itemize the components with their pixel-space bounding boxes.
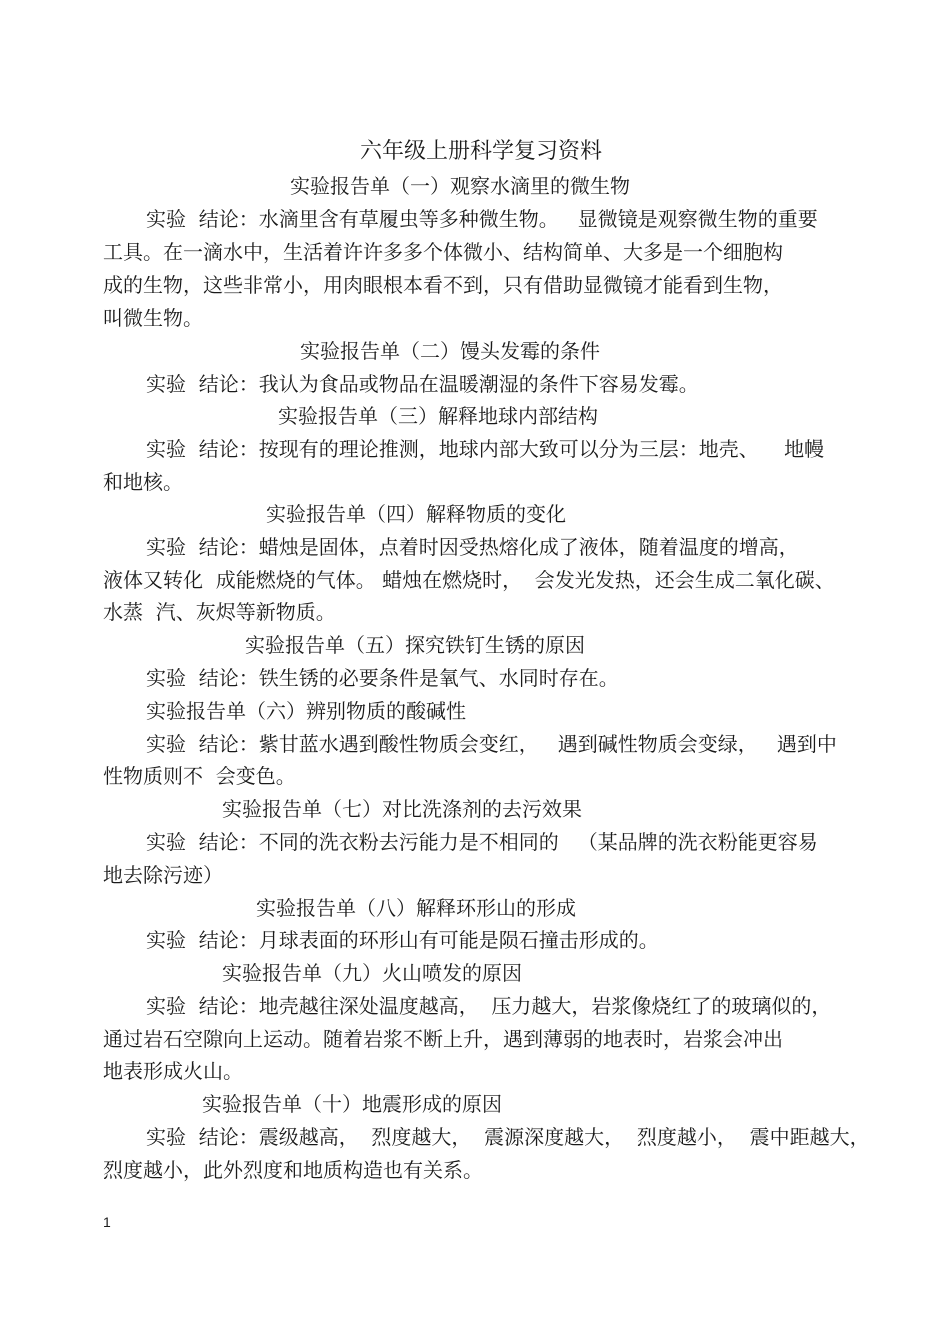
section-heading-10: 实验报告单（十）地震形成的原因 bbox=[202, 1092, 502, 1116]
conclusion-line: 实验 结论：我认为食品或物品在温暖潮湿的条件下容易发霉。 bbox=[146, 372, 699, 396]
body-line: 叫微生物。 bbox=[103, 306, 203, 330]
section-heading-5: 实验报告单（五）探究铁钉生锈的原因 bbox=[245, 633, 585, 657]
body-line: 工具。在一滴水中，生活着许许多多个体微小、结构简单、大多是一个细胞构 bbox=[103, 240, 783, 264]
conclusion-line: 实验 结论：水滴里含有草履虫等多种微生物。 显微镜是观察微生物的重要 bbox=[146, 207, 818, 231]
page-number: 1 bbox=[103, 1214, 111, 1230]
body-line: 通过岩石空隙向上运动。随着岩浆不断上升，遇到薄弱的地表时，岩浆会冲出 bbox=[103, 1027, 783, 1051]
conclusion-line: 实验 结论：蜡烛是固体，点着时因受热熔化成了液体，随着温度的增高， bbox=[146, 535, 799, 559]
conclusion-line: 实验 结论：月球表面的环形山有可能是陨石撞击形成的。 bbox=[146, 928, 659, 952]
body-line: 水蒸 汽、灰烬等新物质。 bbox=[103, 600, 336, 624]
section-heading-1: 实验报告单（一）观察水滴里的微生物 bbox=[290, 174, 630, 198]
body-line: 性物质则不 会变色。 bbox=[103, 764, 296, 788]
body-line: 烈度越小，此外烈度和地质构造也有关系。 bbox=[103, 1158, 483, 1182]
conclusion-line: 实验 结论：地壳越往深处温度越高， 压力越大，岩浆像烧红了的玻璃似的， bbox=[146, 994, 832, 1018]
body-line: 液体又转化 成能燃烧的气体。 蜡烛在燃烧时， 会发光发热，还会生成二氧化碳、 bbox=[103, 568, 835, 592]
conclusion-line: 实验 结论：不同的洗衣粉去污能力是不相同的 （某品牌的洗衣粉能更容易 bbox=[146, 830, 818, 854]
section-heading-7: 实验报告单（七）对比洗涤剂的去污效果 bbox=[222, 797, 582, 821]
body-line: 地去除污迹） bbox=[103, 863, 223, 887]
conclusion-line: 实验 结论：紫甘蓝水遇到酸性物质会变红， 遇到碱性物质会变绿， 遇到中 bbox=[146, 732, 837, 756]
conclusion-line: 实验 结论：铁生锈的必要条件是氧气、水同时存在。 bbox=[146, 666, 619, 690]
body-line: 成的生物，这些非常小，用肉眼根本看不到，只有借助显微镜才能看到生物， bbox=[103, 273, 783, 297]
page-title: 六年级上册科学复习资料 bbox=[360, 139, 603, 164]
conclusion-line: 实验 结论：按现有的理论推测，地球内部大致可以分为三层：地壳、 地幔 bbox=[146, 437, 825, 461]
body-line: 地表形成火山。 bbox=[103, 1059, 243, 1083]
conclusion-line: 实验 结论：震级越高， 烈度越大， 震源深度越大， 烈度越小， 震中距越大， bbox=[146, 1125, 870, 1149]
section-heading-6: 实验报告单（六）辨别物质的酸碱性 bbox=[146, 699, 466, 723]
section-heading-2: 实验报告单（二）馒头发霉的条件 bbox=[300, 339, 600, 363]
body-line: 和地核。 bbox=[103, 470, 183, 494]
section-heading-3: 实验报告单（三）解释地球内部结构 bbox=[278, 404, 598, 428]
section-heading-8: 实验报告单（八）解释环形山的形成 bbox=[256, 896, 576, 920]
section-heading-4: 实验报告单（四）解释物质的变化 bbox=[266, 502, 566, 526]
section-heading-9: 实验报告单（九）火山喷发的原因 bbox=[222, 961, 522, 985]
